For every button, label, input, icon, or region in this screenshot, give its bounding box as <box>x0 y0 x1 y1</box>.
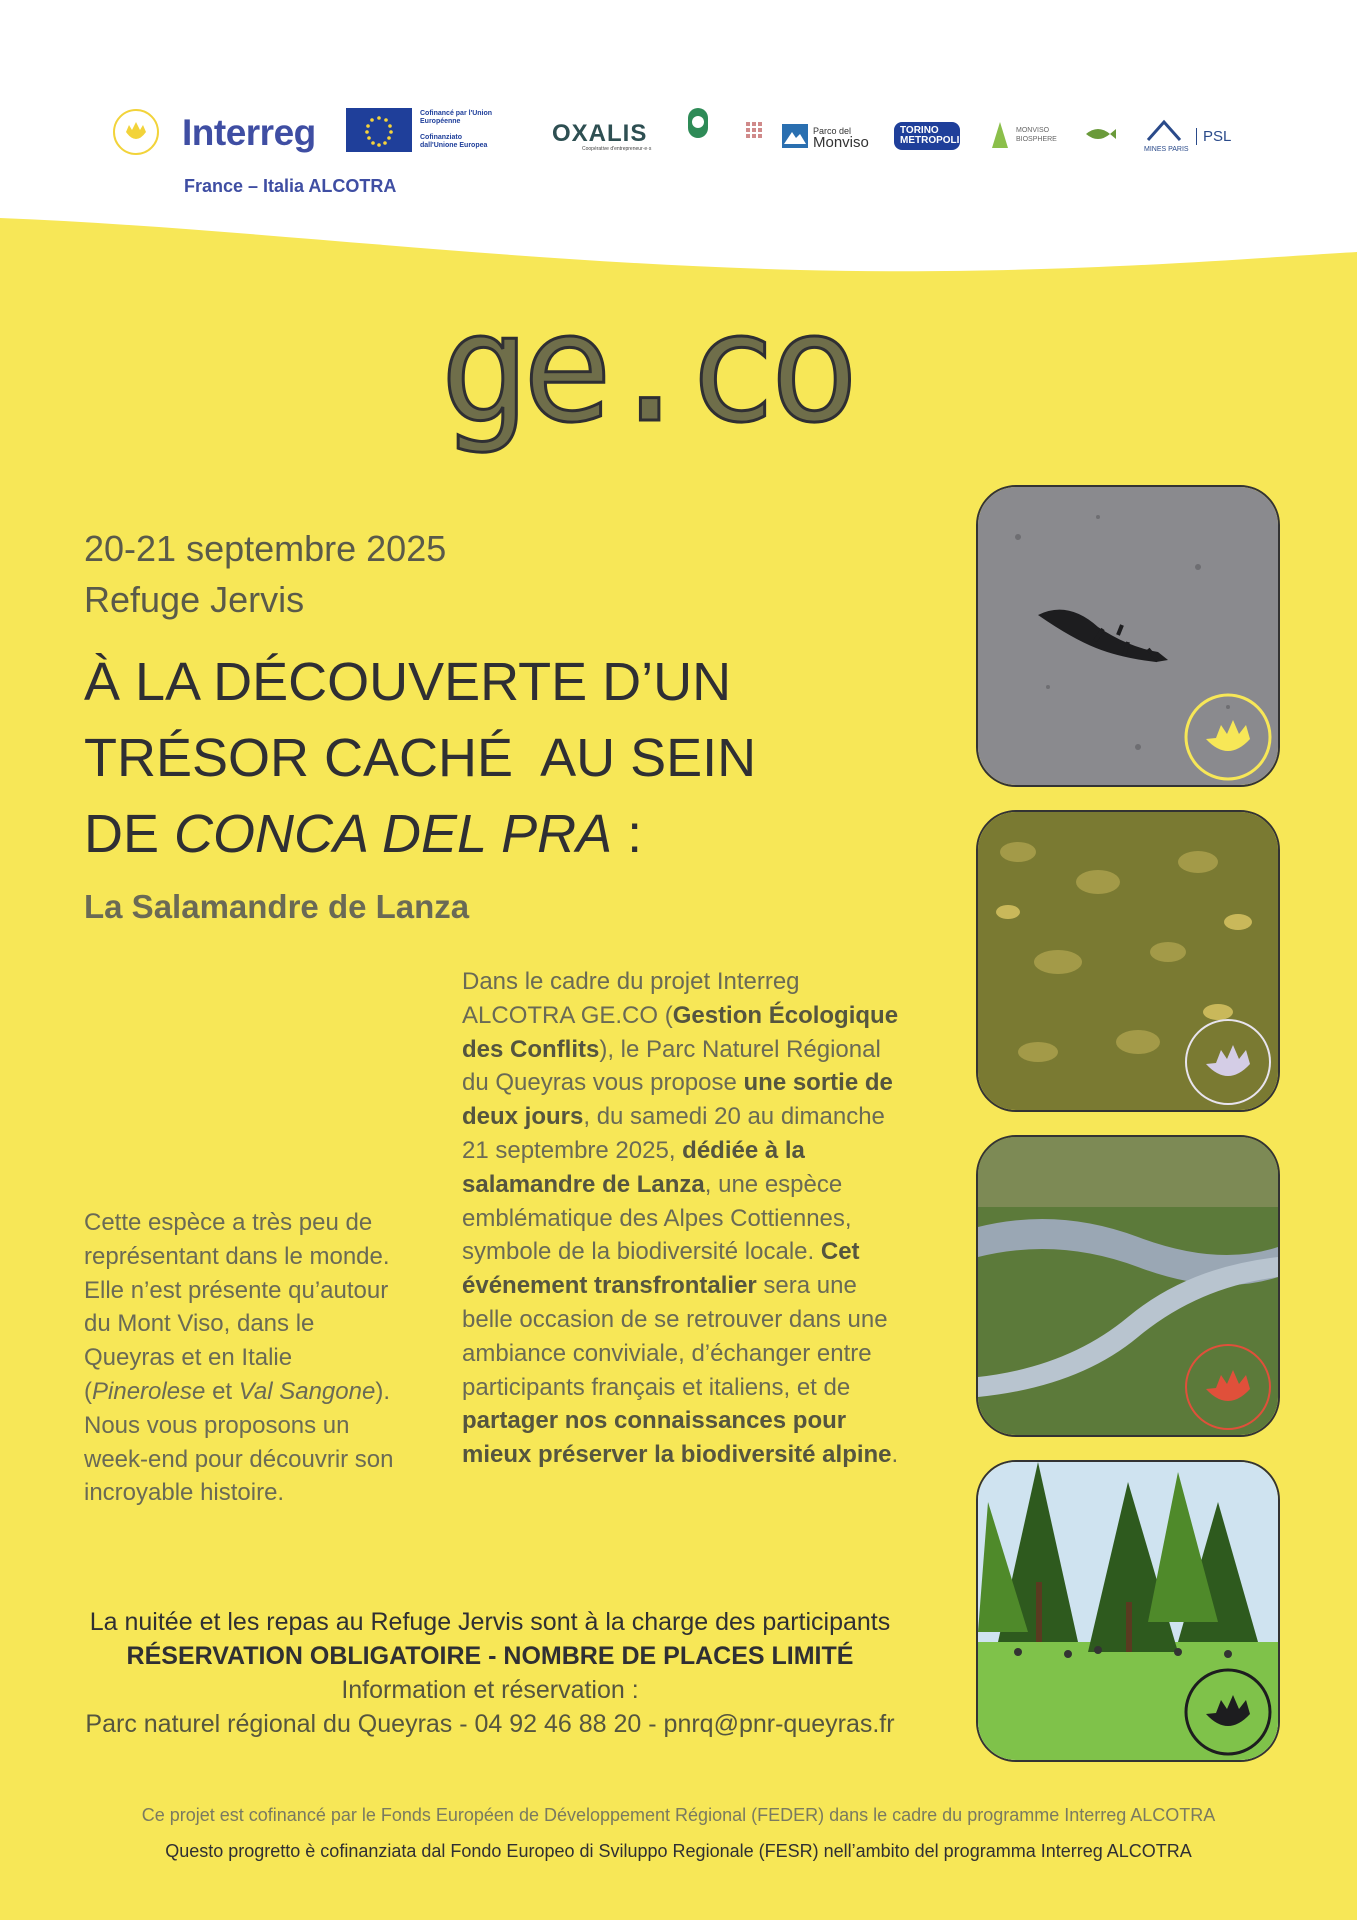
event-place: Refuge Jervis <box>84 579 305 620</box>
desc-bold: Gestion Écologique des Conflits <box>462 1001 899 1063</box>
headline-de: DE <box>84 804 175 864</box>
desc-bold: partager nos connaissances pour mieux préserver la biodiversité alpine <box>462 1407 892 1469</box>
desc-text: Dans le cadre du projet Interreg ALCOTRA GE.CO ( <box>462 968 800 1029</box>
description-paragraph <box>462 965 902 1472</box>
footer-fr: Ce projet est cofinancé par le Fonds Européen de Développement Régional (FEDER) dans le cadre du programme Interreg ALCOTRA <box>141 1805 1216 1825</box>
mines-paris-logo: MINES PARIS <box>1144 146 1189 153</box>
event-date: 20-21 septembre 2025 <box>84 528 447 569</box>
headline-line-2: TRÉSOR CACHÉ AU SEIN <box>84 728 757 788</box>
species-text-3: et <box>205 1377 239 1405</box>
monviso-biosphere-logo: MONVISO BIOSPHERE <box>1016 127 1057 143</box>
interreg-logo-text: Interreg <box>182 112 316 153</box>
mines-paris-icon <box>1144 118 1186 144</box>
partner-logo-icon <box>746 122 780 152</box>
headline-line-1: À LA DÉCOUVERTE D’UN <box>84 652 732 712</box>
headline <box>84 644 804 872</box>
desc-bold: dédiée à la salamandre de Lanza <box>462 1136 805 1198</box>
funding-footer <box>0 1797 1357 1869</box>
biosphere-icon <box>990 120 1010 150</box>
torino-metropoli-logo: TORINO METROPOLI <box>894 122 960 150</box>
info-line-accommodation: La nuitée et les repas au Refuge Jervis sont à la charge des participants <box>89 1608 891 1636</box>
desc-text: , une espèce emblématique des Alpes Cottiennes, symbole de la biodiversité locale. <box>462 1170 852 1266</box>
info-line-heading: Information et réservation : <box>341 1676 639 1704</box>
headline-colon: : <box>612 804 643 864</box>
subtitle: La Salamandre de Lanza <box>84 888 470 925</box>
hand-icon <box>112 108 160 156</box>
footer-it: Questo progretto è cofinanziata dal Fondo Europeo di Sviluppo Regionale (FESR) nell’ambito del programma Interreg ALCOTRA <box>165 1841 1192 1861</box>
oxalis-logo: OXALIS <box>552 120 648 147</box>
desc-bold: une sortie de deux jours <box>462 1069 893 1131</box>
species-text-5: ). Nous vous proposons un week-end pour découvrir son incroyable histoire. <box>84 1377 394 1507</box>
desc-text: . <box>891 1441 899 1469</box>
parco-monviso-small: Parco del <box>813 126 852 136</box>
logo-strip <box>0 0 1357 220</box>
mountain-icon <box>782 124 808 148</box>
info-line-mandatory: RÉSERVATION OBLIGATOIRE - NOMBRE DE PLACES LIMITÉ <box>126 1642 854 1670</box>
fish-logo-icon <box>1082 120 1118 150</box>
photo-riverbed <box>976 810 1280 1112</box>
species-paragraph <box>84 1206 404 1510</box>
desc-text: , du samedi 20 au dimanche 21 septembre 2025, <box>462 1103 885 1164</box>
eu-flag-icon <box>346 108 412 152</box>
headline-place-name: CONCA DEL PRA <box>174 804 613 864</box>
interreg-program: France – Italia ALCOTRA <box>184 176 397 196</box>
eu-cofinance-fr: Cofinancé par l'Union Européenne <box>420 110 493 125</box>
parco-monviso-logo: Monviso <box>813 134 869 151</box>
photo-stream <box>976 1135 1280 1437</box>
species-text-1: Cette espèce a très peu de représentant dans le monde. Elle n’est présente qu’autour du Mont Viso, dans le Queyras et en Italie ( <box>84 1209 390 1405</box>
oxalis-tagline: Coopérative d'entrepreneur·e·s <box>582 146 652 152</box>
queyras-park-logo-icon <box>686 106 720 154</box>
desc-text: sera une belle occasion de se retrouver dans une ambiance conviviale, d’échanger entre participants français et italiens, et de <box>462 1272 888 1401</box>
desc-text: ), le Parc Naturel Régional du Queyras vous propose <box>462 1035 881 1097</box>
headline-line-3 <box>84 796 804 872</box>
species-text-pinerolese: Pinerolese <box>92 1377 206 1405</box>
eu-cofinance-it: Cofinanziato dall'Unione Europea <box>420 134 488 149</box>
reservation-info <box>60 1605 920 1741</box>
photo-forest <box>976 1460 1280 1762</box>
geco-title <box>440 300 920 500</box>
psl-logo: PSL <box>1196 128 1231 145</box>
photo-salamander <box>976 485 1280 787</box>
geco-title-text: ge.co <box>440 300 852 456</box>
desc-bold: Cet événement transfrontalier <box>462 1238 860 1300</box>
species-text-val-sangone: Val Sangone <box>238 1377 376 1405</box>
info-line-contact: Parc naturel régional du Queyras - 04 92 46 88 20 - pnrq@pnr-queyras.fr <box>85 1710 895 1738</box>
